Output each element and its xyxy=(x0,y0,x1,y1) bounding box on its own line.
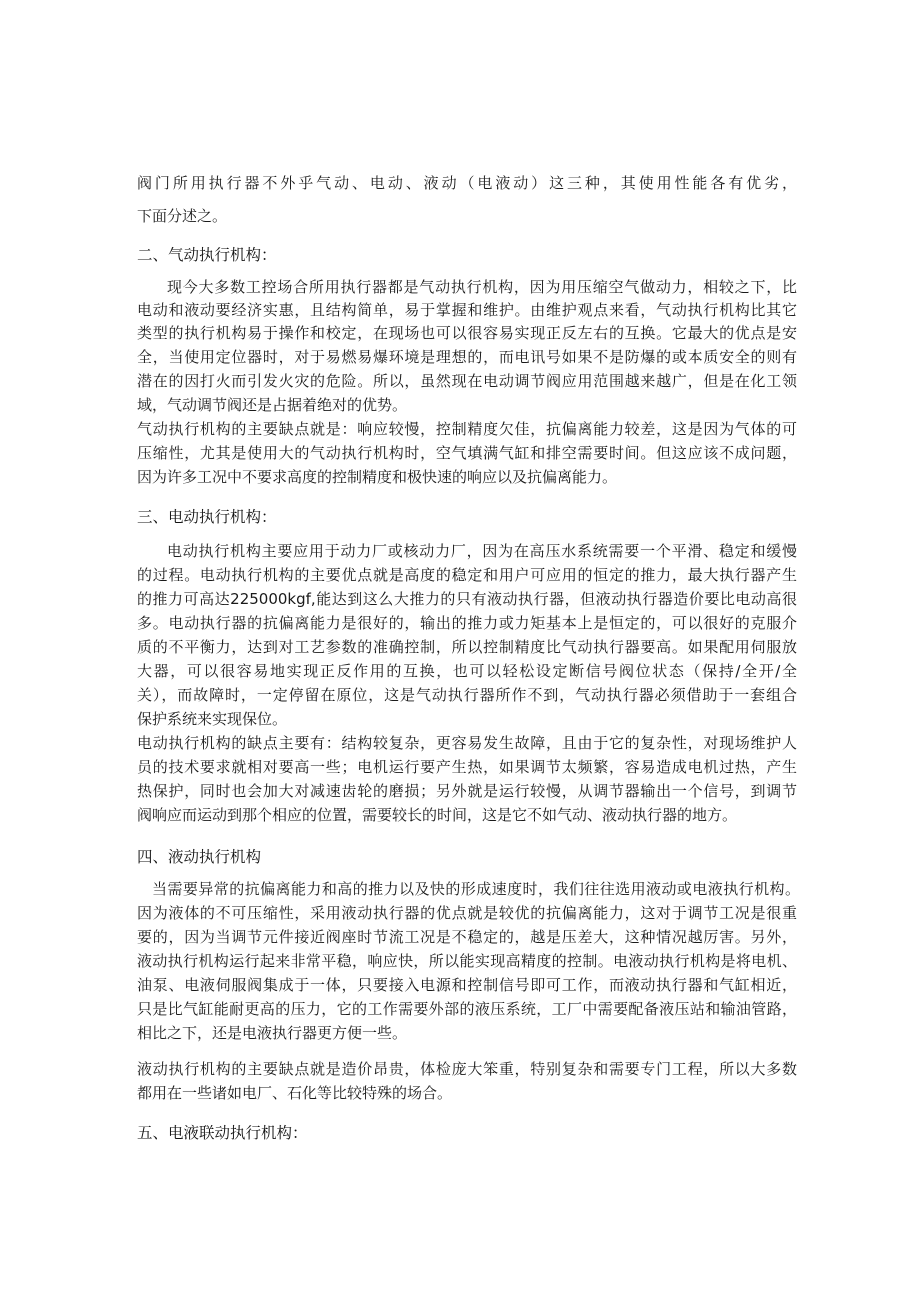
paragraph-line: 多。电动执行器的抗偏离能力是很好的，输出的推力或力矩基本上是恒定的，可以很好的克服介 xyxy=(137,614,797,632)
intro-line: 下面分述之。 xyxy=(137,207,228,225)
paragraph-line: 全，当使用定位器时，对于易燃易爆环境是理想的，而电讯号如果不是防爆的或本质安全的则有 xyxy=(137,348,797,366)
paragraph-line: 阀响应而运动到那个相应的位置，需要较长的时间，这是它不如气动、液动执行器的地方。 xyxy=(137,806,738,824)
paragraph-line: 电动和液动要经济实惠，且结构简单，易于掌握和维护。由维护观点来看，气动执行机构比其它 xyxy=(137,301,797,319)
paragraph-line: 域，气动调节阀还是占据着绝对的优势。 xyxy=(137,396,408,414)
paragraph-line: 大器，可以很容易地实现正反作用的互换，也可以轻松设定断信号阀位状态（保持/全开/全 xyxy=(137,662,797,680)
paragraph-line: 只是比气缸能耐更高的压力，它的工作需要外部的液压系统，工厂中需要配备液压站和输油管路， xyxy=(137,1000,797,1018)
paragraph-line: 电动执行机构的缺点主要有：结构较复杂，更容易发生故障，且由于它的复杂性，对现场维护人 xyxy=(137,734,797,752)
paragraph-line: 的过程。电动执行机构的主要优点就是高度的稳定和用户可应用的恒定的推力，最大执行器产生 xyxy=(137,566,797,584)
paragraph-line: 要的，因为当调节元件接近阀座时节流工况是不稳定的，越是压差大，这种情况越厉害。另外， xyxy=(137,928,797,946)
paragraph-line: 因为许多工况中不要求高度的控制精度和极快速的响应以及抗偏离能力。 xyxy=(137,468,618,486)
paragraph-line: 相比之下，还是电液执行器更方便一些。 xyxy=(137,1024,408,1042)
paragraph-line: 类型的执行机构易于操作和校定，在现场也可以很容易实现正反左右的互换。它最大的优点是安 xyxy=(137,324,797,342)
paragraph-line: 员的技术要求就相对要高一些；电机运行要产生热，如果调节太频繁，容易造成电机过热，产生 xyxy=(137,758,797,776)
paragraph-line: 液动执行机构运行起来非常平稳，响应快，所以能实现高精度的控制。电液动执行机构是将电机、 xyxy=(137,952,797,970)
paragraph-line: 保护系统来实现保位。 xyxy=(137,710,288,728)
paragraph-line: 当需要异常的抗偏离能力和高的推力以及快的形成速度时，我们往往选用液动或电液执行机构。 xyxy=(152,880,800,898)
paragraph-line: 关），而故障时，一定停留在原位，这是气动执行器所作不到，气动执行器必须借助于一套组合 xyxy=(137,686,797,704)
paragraph-line: 压缩性，尤其是使用大的气动执行机构时，空气填满气缸和排空需要时间。但这应该不成问题， xyxy=(137,444,797,462)
paragraph-line: 电动执行机构主要应用于动力厂或核动力厂，因为在高压水系统需要一个平滑、稳定和缓慢 xyxy=(167,542,797,560)
paragraph-line: 质的不平衡力，达到对工艺参数的准确控制，所以控制精度比气动执行器要高。如果配用伺服放 xyxy=(137,638,797,656)
paragraph-line: 气动执行机构的主要缺点就是：响应较慢，控制精度欠佳，抗偏离能力较差，这是因为气体的可 xyxy=(137,420,797,438)
section-heading-hydraulic: 四、液动执行机构 xyxy=(137,848,262,866)
paragraph-line: 油泵、电液伺服阀集成于一体，只要接入电源和控制信号即可工作，而液动执行器和气缸相近， xyxy=(137,976,797,994)
paragraph-line: 液动执行机构的主要缺点就是造价昂贵，体检庞大笨重，特别复杂和需要专门工程，所以大多数 xyxy=(137,1060,797,1078)
paragraph-line: 的推力可高达225000kgf,能达到这么大推力的只有液动执行器，但液动执行器造价要比电动高很 xyxy=(137,590,797,608)
section-heading-electric: 三、电动执行机构： xyxy=(137,508,277,526)
paragraph-line: 热保护，同时也会加大对减速齿轮的磨损；另外就是运行较慢，从调节器输出一个信号，到调节 xyxy=(137,782,797,800)
paragraph-line: 都用在一些诸如电厂、石化等比较特殊的场合。 xyxy=(137,1084,453,1102)
section-heading-electrohydraulic: 五、电液联动执行机构： xyxy=(137,1124,308,1142)
intro-line: 阀门所用执行器不外乎气动、电动、液动（电液动）这三种，其使用性能各有优劣， xyxy=(137,174,797,192)
paragraph-line: 现今大多数工控场合所用执行器都是气动执行机构，因为用压缩空气做动力，相较之下，比 xyxy=(167,278,797,296)
section-heading-pneumatic: 二、气动执行机构： xyxy=(137,246,277,264)
paragraph-line: 因为液体的不可压缩性，采用液动执行器的优点就是较优的抗偏离能力，这对于调节工况是很重 xyxy=(137,904,797,922)
paragraph-line: 潜在的因打火而引发火灾的危险。所以，虽然现在电动调节阀应用范围越来越广，但是在化工领 xyxy=(137,372,797,390)
